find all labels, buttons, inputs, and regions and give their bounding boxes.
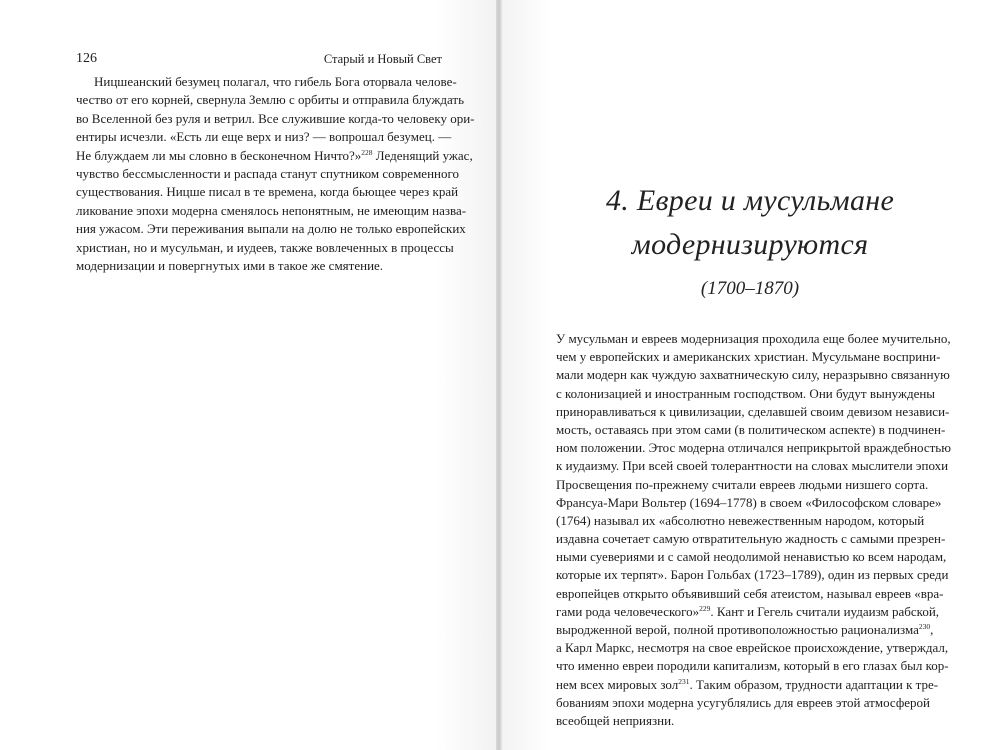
footnote-marker: 228 (361, 147, 373, 157)
chapter-dates: (1700–1870) (700, 278, 800, 299)
running-title: Старый и Новый Свет (323, 52, 442, 66)
text-line: Франсуа-Мари Вольтер (1694–1778) в своем «Философском словаре» (556, 494, 942, 510)
text-line: (1764) называл их «абсолютно невежественным народом, который (556, 512, 925, 528)
page-number: 126 (76, 51, 97, 66)
text-line: ния ужасом. Эти переживания выпали на долю не только европейских (76, 221, 466, 237)
text-line: ными суевериями и с самой неодолимой ненавистью ко всем народам, (556, 549, 947, 565)
text-line: ном положении. Этос модерна отличался неприкрытой враждебностью (556, 440, 951, 456)
text-line: бованиям эпохи модерна усугублялись для евреев этой атмосферой (556, 694, 930, 710)
left-page (0, 0, 496, 750)
text-line: с колонизацией и иностранным господством. Они будут вынуждены (556, 385, 936, 401)
text-line: Ницшеанский безумец полагал, что гибель Бога оторвала челове- (94, 74, 457, 89)
text-line: Не блуждаем ли мы словно в бесконечном Ничто?»$^{228}$ Леденящий ужас, (76, 147, 473, 163)
text-line: европейцев открыто объявивший себя атеистом, называл евреев «вра- (556, 585, 944, 601)
text-line: чем у европейских и американских христиан. Мусульмане восприни- (556, 349, 941, 365)
text-line: христиан, но и мусульман, и иудеев, также вовлеченных в процессы (76, 239, 454, 255)
text-line: модернизации и повергнутых ими в такое же смятение. (76, 257, 384, 273)
chapter-title-line-1: 4. Евреи и мусульмане (605, 184, 895, 217)
text-line: существования. Ницше писал в те времена, когда бьющее через край (76, 184, 459, 200)
text-line: приноравливаться к цивилизации, сделавшей своим девизом независи- (556, 403, 950, 419)
text-line: издавна сочетает самую отвратительную жадность с самыми презрен- (556, 531, 946, 547)
text-line: что именно евреи породили капитализм, который в его глазах был кор- (556, 658, 949, 674)
text-line: мали модерн как чуждую захватническую силу, неразрывно связанную (556, 367, 950, 383)
chapter-title-line-2: модернизируются (631, 228, 869, 261)
text-line: всеобщей неприязни. (556, 712, 675, 728)
text-line: к иудаизму. При всей своей толерантности на словах мыслители эпохи (556, 458, 949, 474)
footnote-marker: 231 (678, 676, 690, 686)
text-line: Просвещения по-прежнему считали евреев людьми низшего сорта. (556, 476, 929, 492)
text-line: мость, оставаясь при этом сами (в политическом аспекте) в подчинен- (556, 421, 946, 437)
text-line: У мусульман и евреев модернизация проходила еще более мучительно, (556, 331, 951, 346)
footnote-marker: 230 (918, 622, 931, 631)
text-line: во Вселенной без руля и ветрил. Все служившие когда-то человеку ори- (76, 110, 475, 126)
text-line: которые их терпят». Барон Гольбах (1723–1789), один из первых среди (556, 567, 949, 583)
left-running-head (76, 49, 442, 69)
text-line: чувство бессмысленности и распада станут спутником современного (76, 165, 459, 181)
text-line: а Карл Маркс, несмотря на свое еврейское происхождение, утверждал, (556, 640, 949, 656)
text-line: нем всех мировых зол$^{231}$. Таким образом, трудности адаптации к тре- (556, 676, 939, 692)
text-line: выродженной верой, полной противоположностью рационализма$^{230}$, (556, 622, 934, 637)
text-line: гами рода человеческого»$^{229}$. Кант и Гегель считали иудаизм рабской, (556, 603, 940, 619)
right-body-text (556, 330, 951, 730)
text-line: ликование эпохи модерна сменялось непонятным, не имеющим назва- (76, 202, 467, 218)
text-line: чество от его корней, свернула Землю с орбиты и отправила блуждать (76, 92, 465, 108)
footnote-marker: 229 (699, 603, 711, 613)
text-line: ентиры исчезли. «Есть ли еще верх и низ? — вопрошал безумец. — (76, 129, 452, 145)
left-body-text (76, 73, 475, 275)
